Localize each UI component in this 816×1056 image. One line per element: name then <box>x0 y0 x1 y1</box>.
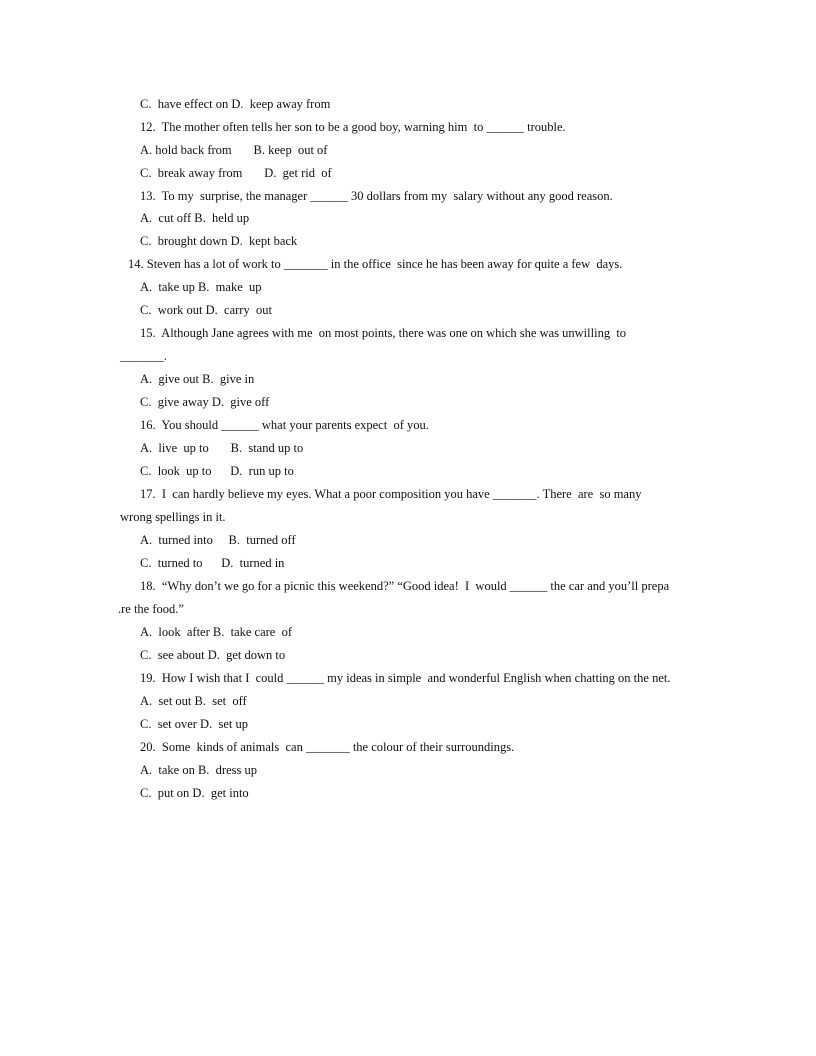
question-17-continued: wrong spellings in it. <box>120 510 226 524</box>
option-line-12-ab: A. hold back from B. keep out of <box>140 143 328 157</box>
question-15: 15. Although Jane agrees with me on most points, there was one on which she was unwilling to <box>140 326 627 340</box>
question-17: 17. I can hardly believe my eyes. What a poor composition you have _______. There are so many <box>140 487 642 501</box>
question-19: 19. How I wish that I could ______ my ideas in simple and wonderful English when chatting on the net. <box>140 671 671 685</box>
question-12: 12. The mother often tells her son to be a good boy, warning him to ______ trouble. <box>140 120 566 134</box>
option-line-14-cd: C. work out D. carry out <box>140 303 272 317</box>
option-line-11-cd: C. have effect on D. keep away from <box>140 97 331 111</box>
question-13: 13. To my surprise, the manager ______ 30 dollars from my salary without any good reason. <box>140 189 613 203</box>
question-14: 14. Steven has a lot of work to _______ in the office since he has been away for quite a few days. <box>128 257 623 271</box>
option-line-12-cd: C. break away from D. get rid of <box>140 166 332 180</box>
question-20: 20. Some kinds of animals can _______ the colour of their surroundings. <box>140 740 515 754</box>
option-line-17-cd: C. turned to D. turned in <box>140 556 285 570</box>
option-line-15-ab: A. give out B. give in <box>140 372 255 386</box>
option-line-18-cd: C. see about D. get down to <box>140 648 286 662</box>
option-line-18-ab: A. look after B. take care of <box>140 625 293 639</box>
option-line-20-ab: A. take on B. dress up <box>140 763 257 777</box>
option-line-19-ab: A. set out B. set off <box>140 694 247 708</box>
option-line-19-cd: C. set over D. set up <box>140 717 248 731</box>
option-line-16-ab: A. live up to B. stand up to <box>140 441 304 455</box>
option-line-13-ab: A. cut off B. held up <box>140 211 250 225</box>
question-15-continued: _______. <box>120 349 167 363</box>
question-18-continued: .re the food.” <box>118 602 184 616</box>
option-line-13-cd: C. brought down D. kept back <box>140 234 298 248</box>
option-line-16-cd: C. look up to D. run up to <box>140 464 294 478</box>
question-18: 18. “Why don’t we go for a picnic this weekend?” “Good idea! I would ______ the car and you’ll prepa <box>140 579 670 593</box>
option-line-15-cd: C. give away D. give off <box>140 395 270 409</box>
option-line-17-ab: A. turned into B. turned off <box>140 533 296 547</box>
option-line-20-cd: C. put on D. get into <box>140 786 249 800</box>
question-16: 16. You should ______ what your parents expect of you. <box>140 418 429 432</box>
option-line-14-ab: A. take up B. make up <box>140 280 262 294</box>
